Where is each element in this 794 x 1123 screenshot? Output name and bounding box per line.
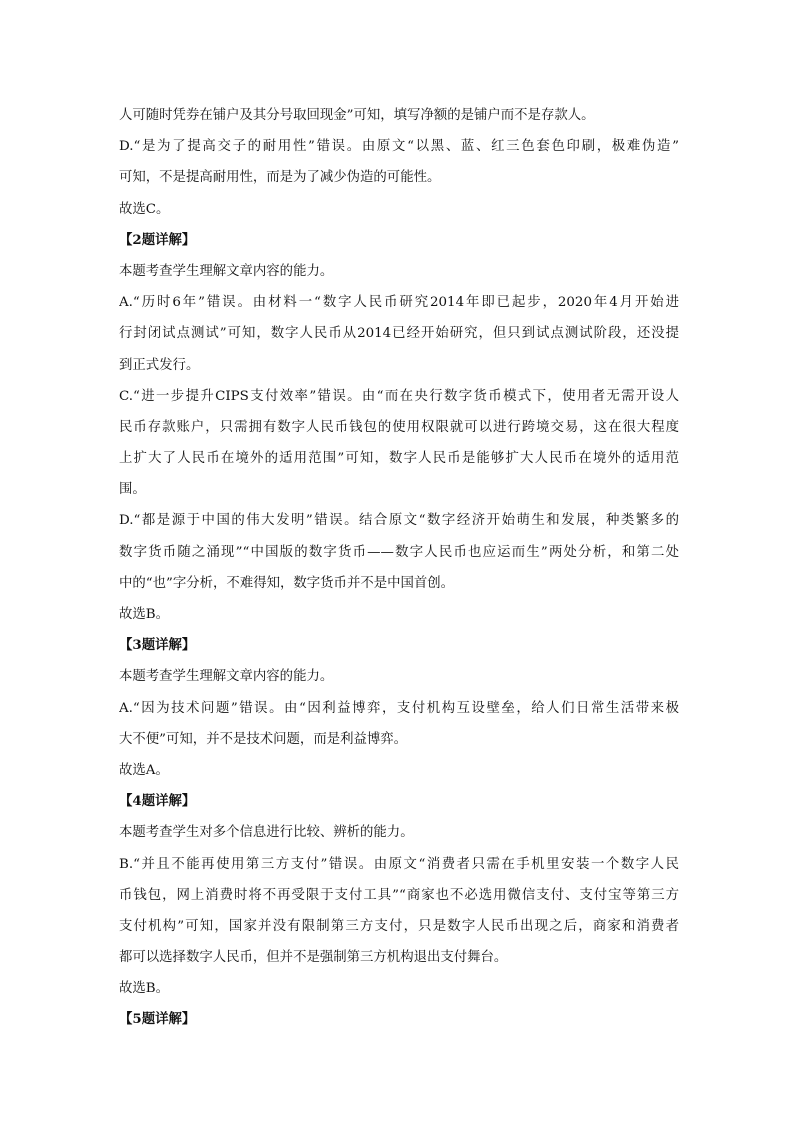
text-line: D.“都是源于中国的伟大发明”错误。结合原文“数字经济开始萌生和发展，种类繁多的: [119, 513, 679, 529]
text-line: 中的“也”字分析，不难得知，数字货币并不是中国首创。: [119, 575, 455, 591]
text-line: A.“因为技术问题”错误。由“因利益博弈，支付机构互设壁垒，给人们日常生活带来极: [119, 700, 679, 716]
text-line: A.“历时6年”错误。由材料一“数字人民币研究2014年即已起步，2020年4月开始进: [119, 295, 679, 311]
text-line: 故选A。: [119, 762, 169, 778]
answer-explanation-text: [119, 100, 679, 1036]
text-line: 到正式发行。: [119, 357, 200, 373]
text-line: 大不便”可知，并不是技术问题，而是利益博弈。: [119, 731, 408, 747]
text-line: B.“并且不能再使用第三方支付”错误。由原文“消费者只需在手机里安装一个数字人民: [119, 856, 679, 872]
text-line: 上扩大了人民币在境外的适用范围”可知，数字人民币是能够扩大人民币在境外的适用范: [119, 451, 679, 467]
text-line: C.“进一步提升CIPS支付效率”错误。由“而在央行数字货币模式下，使用者无需开设人: [119, 388, 679, 404]
text-line: 支付机构”可知，国家并没有限制第三方支付，只是数字人民币出现之后，商家和消费者: [119, 918, 679, 934]
text-line: 本题考查学生理解文章内容的能力。: [119, 669, 334, 685]
text-line: 故选C。: [119, 201, 170, 217]
text-line: 可知，不是提高耐用性，而是为了减少伪造的可能性。: [119, 170, 441, 186]
text-line: 行封闭试点测试”可知，数字人民币从2014已经开始研究，但只到试点测试阶段，还没提: [119, 326, 679, 342]
text-line: 币钱包，网上消费时将不再受限于支付工具”“商家也不必选用微信支付、支付宝等第三方: [119, 887, 679, 903]
text-line: D.“是为了提高交子的耐用性”错误。由原文“以黑、蓝、红三色套色印刷，极难伪造”: [119, 139, 679, 155]
text-line: 民币存款账户，只需拥有数字人民币钱包的使用权限就可以进行跨境交易，这在很大程度: [119, 419, 679, 435]
text-line: 本题考查学生对多个信息进行比较、辨析的能力。: [119, 825, 414, 841]
text-line: 故选B。: [119, 607, 170, 622]
text-line: 都可以选择数字人民币，但并不是强制第三方机构退出支付舞台。: [119, 950, 508, 966]
text-line: 本题考查学生理解文章内容的能力。: [119, 263, 334, 279]
text-line: 人可随时凭券在铺户及其分号取回现金”可知，填写净额的是铺户而不是存款人。: [119, 108, 595, 123]
section-heading: 【5题详解】: [119, 1011, 196, 1028]
section-heading: 【2题详解】: [119, 231, 196, 248]
text-line: 数字货币随之涌现”“中国版的数字货币——数字人民币也应运而生”两处分析，和第二处: [119, 544, 679, 560]
text-line: 围。: [119, 482, 146, 498]
section-heading: 【3题详解】: [119, 637, 196, 654]
section-heading: 【4题详解】: [119, 793, 196, 810]
text-line: 故选B。: [119, 981, 170, 997]
